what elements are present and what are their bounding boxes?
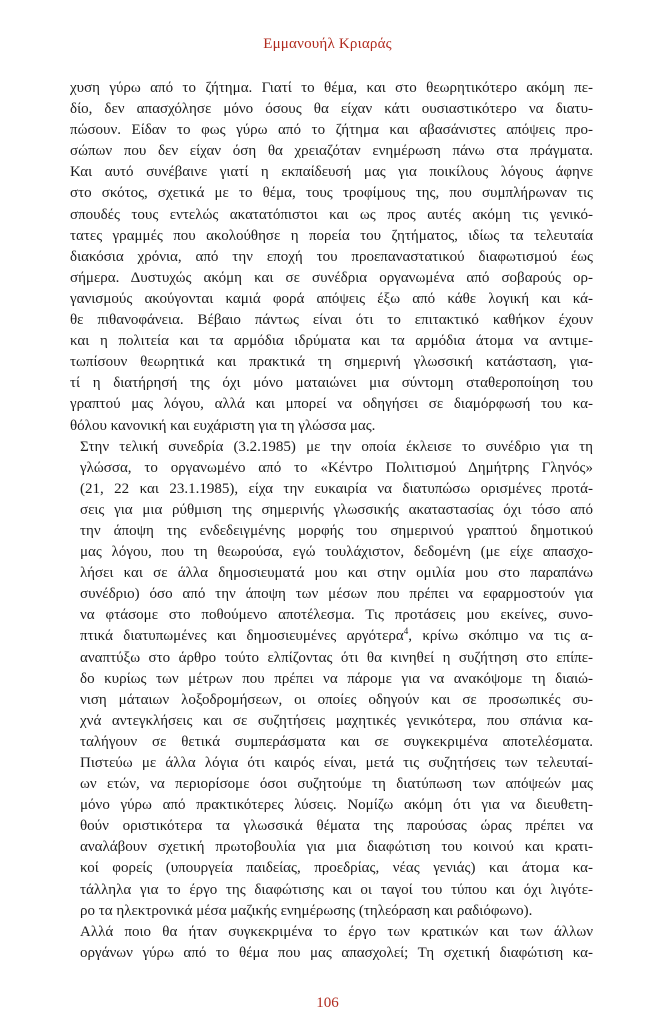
text-line: Πιστεύω με άλλα λόγια ότι καιρός είναι, μετά τις συζητήσεις των τελευταί- bbox=[80, 755, 593, 771]
text-line: Στην τελική συνεδρία (3.2.1985) με την οποία έκλεισε το συνέδριο για τη bbox=[80, 438, 593, 455]
paragraph bbox=[70, 922, 593, 964]
text-line: τωπίσουν θεωρητικά και πρακτικά τη σημερινή γλωσσική κατάσταση, για- bbox=[70, 354, 593, 371]
text-line: πώσουν. Είδαν το φως γύρω από το ζήτημα και αβασάνιστες απόψεις προ- bbox=[70, 122, 593, 139]
text-line: σήμερα. Δυστυχώς ακόμη και σε συνέδρια οργανωμένα από σοβαρούς ορ- bbox=[70, 269, 593, 286]
text-line: ταλήγουν σε θετικά συμπεράσματα και σε συγκεκριμένα αποτελέσματα. bbox=[80, 733, 593, 750]
text-line: Και αυτό συνέβαινε γιατί η εκπαίδευσή μας για ποικίλους λόγους άφηνε bbox=[70, 164, 593, 181]
text-line: αναλάβουν σχετική πρωτοβουλία για μια διαφώτιση του κοινού και κρατι- bbox=[80, 839, 593, 856]
running-head: Εμμανουήλ Κριαράς bbox=[263, 36, 392, 52]
text-line: σπουδές τους εντελώς ακατατόπιστοι και ως προς αυτές ακόμη τις γενικό- bbox=[70, 206, 593, 223]
text-line: ων ετών, να περιορίσομε όσοι συζητούμε τη διατύπωση των απόψεών μας bbox=[80, 776, 593, 793]
text-line: θόλου κανονική και ευχάριστη για τη γλώσσα μας. bbox=[70, 417, 376, 434]
text-line: θούν οριστικότερα τα γλωσσικά θέματα της παρούσας ώρας πρέπει να bbox=[80, 818, 593, 835]
text-line: μόνο γύρω από πρακτικότερες λύσεις. Νομίζω ακόμη ότι για να διευθετη- bbox=[80, 797, 593, 814]
text-line: νιση μάταιων λοξοδρομήσεων, οι οποίες οδηγούν και σε προσωπικές συ- bbox=[80, 691, 593, 708]
body-text bbox=[70, 78, 593, 964]
text-line: γλώσσα, το οργανωμένο από το «Κέντρο Πολιτισμού Δημήτρης Γληνός» bbox=[80, 459, 593, 476]
text-line: ρο τα ηλεκτρονικά μέσα μαζικής ενημέρωσης (τηλεόραση και ραδιόφωνο). bbox=[80, 902, 533, 919]
text-line: τάλληλα για το έργο της διαφώτισης και οι ταγοί του τύπου και όχι λιγότε- bbox=[80, 881, 593, 898]
text-line: διακόσια χρόνια, από την εποχή του προεπαναστατικού διαφωτισμού έως bbox=[70, 248, 593, 265]
text-line: δο κυρίως των μέτρων που πρέπει να πάρομε για να ανακόψομε τη διαιώ- bbox=[80, 670, 593, 687]
text-line: σώπων που δεν είχαν όση θα χρειαζόταν ενημέρωση πάνω στα πράγματα. bbox=[70, 143, 593, 160]
text-segment: , κρίνω σκόπιμο να τις α- bbox=[408, 628, 593, 645]
text-line: γανισμούς ακούγονται καμιά φορά απόψεις έξω από κάθε λογική και κά- bbox=[70, 290, 593, 307]
text-line: τί η διατήρησή της όχι μόνο ματαιώνει μια σύντομη σταθεροποίηση του bbox=[70, 375, 593, 392]
text-line: και η πολιτεία και τα αρμόδια ιδρύματα και τα αρμόδια άτομα να αντιμε- bbox=[70, 333, 593, 350]
text-line: (21, 22 και 23.1.1985), είχα την ευκαιρία να διατυπώσω ορισμένες προτά- bbox=[80, 480, 593, 497]
text-line: σεις για μια ρύθμιση της σημερινής γλωσσικής ακαταστασίας όχι τόσο από bbox=[80, 501, 593, 518]
footnote-marker: 4 bbox=[403, 626, 409, 637]
text-segment: πτικά διατυπωμένες και δημοσιευμένες αργότερα bbox=[80, 628, 404, 645]
text-line: χνά αντεγκλήσεις και σε συζητήσεις μαχητικές γενικότερα, που σπάνια κα- bbox=[80, 712, 593, 729]
paragraph bbox=[70, 78, 593, 437]
text-line: αναπτύξω στο άρθρο τούτο ελπίζοντας ότι θα κινηθεί η συζήτηση στο επίπε- bbox=[80, 649, 593, 666]
text-line: δίο, δεν απασχόλησε μόνο όσους θα είχαν κάτι ουσιαστικότερο να διατυ- bbox=[70, 101, 593, 118]
text-line: γραπτού μας λόγου, αλλά και μπορεί να οδηγήσει σε διαμόρφωσή του κα- bbox=[70, 396, 593, 413]
text-line: να φτάσομε στο ποθούμενο αποτέλεσμα. Τις προτάσεις μου εκείνες, συνο- bbox=[80, 607, 593, 624]
text-line: θε πιθανοφάνεια. Βέβαιο πάντως είναι ότι το επιτακτικό καθήκον έχουν bbox=[70, 312, 593, 329]
paragraph bbox=[70, 437, 593, 922]
text-line: συνέδριο) όσο από την άποψη των μέσων που πρέπει να εφαρμοστούν για bbox=[80, 586, 593, 603]
text-line: οργάνων γύρω από το θέμα που μας απασχολεί; Τη σχετική διαφώτιση κα- bbox=[80, 944, 593, 961]
page-number: 106 bbox=[316, 995, 339, 1011]
text-line: κοί φορείς (υπουργεία παιδείας, προεδρίας, νέας γενιάς) και άτομα κα- bbox=[80, 860, 593, 877]
text-line: μας λόγου, που τη θεωρούσα, εγώ τουλάχιστον, δεδομένη (με είχε απασχο- bbox=[80, 544, 593, 561]
text-line: στο σκότος, σχετικά με το θέμα, τους τροφίμους της, που συμπλήρωναν τις bbox=[70, 185, 593, 202]
text-line bbox=[70, 626, 593, 647]
text-line: λήσει και σε άλλα δημοσιευματά μου και στην ομιλία μου στο παραπάνω bbox=[80, 565, 593, 582]
text-line: την άποψη της ενδεδειγμένης μορφής του σημερινού γραπτού δημοτικού bbox=[80, 522, 593, 539]
text-line: χυση γύρω από το ζήτημα. Γιατί το θέμα, και στο θεωρητικότερο ακόμη πε- bbox=[70, 80, 593, 96]
text-line: τατες γραμμές που ακολούθησε η πορεία του ζητήματος, ιδίως τα τελευταία bbox=[70, 227, 593, 244]
text-line: Αλλά ποιο θα ήταν συγκεκριμένα το έργο των κρατικών και των άλλων bbox=[80, 923, 593, 940]
